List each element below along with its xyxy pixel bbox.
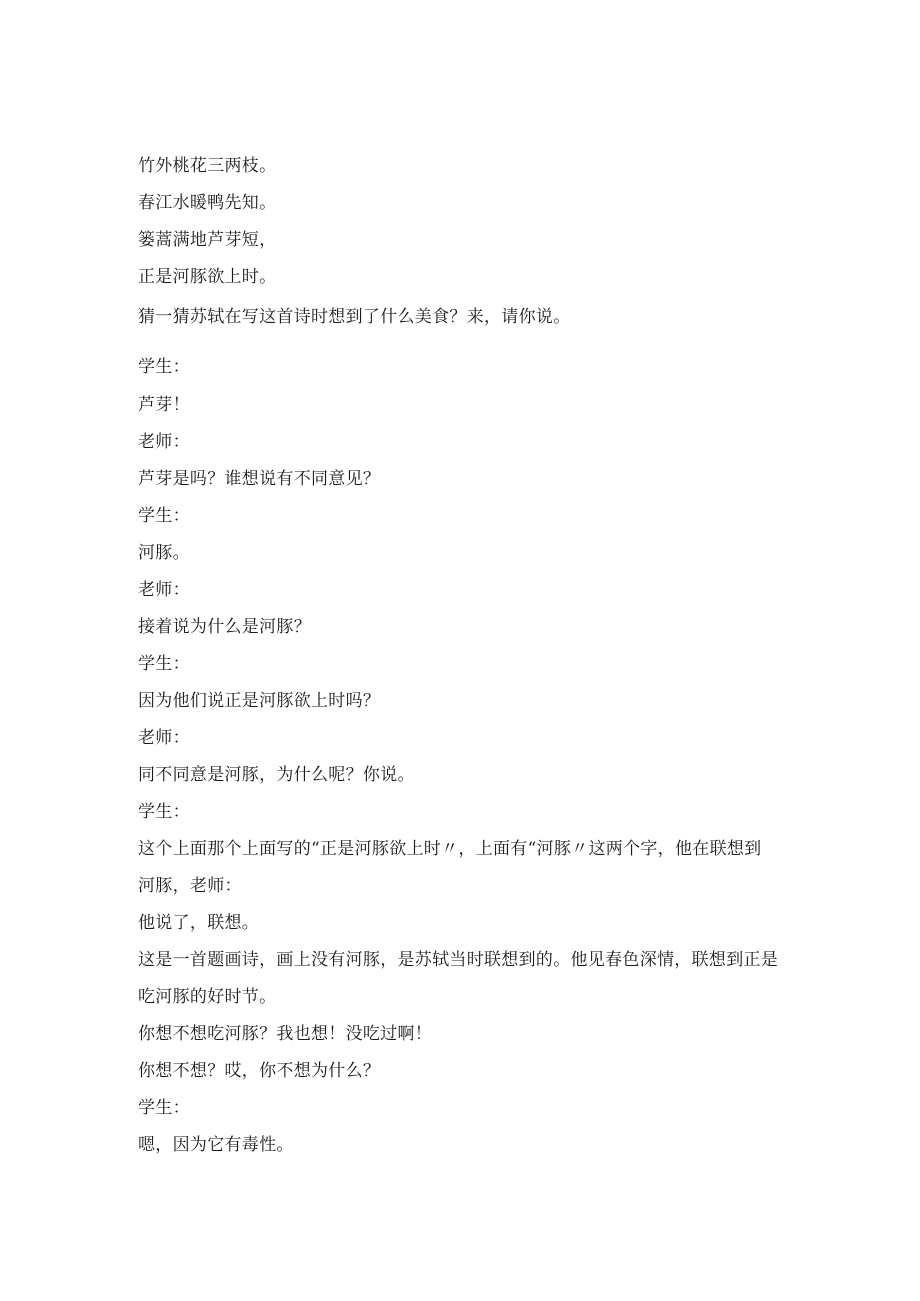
speaker-label: 学生：	[138, 506, 190, 526]
speaker-label: 学生：	[138, 1098, 190, 1118]
speaker-label: 学生：	[138, 802, 190, 822]
poem-line-3: 篓蒿满地芦芽短，	[138, 230, 277, 250]
poem-line-4: 正是河豚欲上时。	[138, 267, 277, 287]
dialogue-line: 芦芽！	[138, 395, 190, 415]
dialogue-line: 芦芽是吗？谁想说有不同意见？	[138, 469, 381, 489]
speaker-label: 老师：	[138, 728, 190, 748]
dialogue-line-continued: 河豚，老师：	[138, 876, 242, 896]
dialogue-line-continued: 吃河豚的好时节。	[138, 987, 277, 1007]
speaker-label: 学生：	[138, 357, 190, 377]
dialogue-line: 因为他们说正是河豚欲上时吗？	[138, 691, 381, 711]
dialogue-line: 嗯，因为它有毒性。	[138, 1135, 294, 1155]
dialogue-line: 这个上面那个上面写的“正是河豚欲上时〃，上面有“河豚〃这两个字，他在联想到	[138, 839, 762, 859]
teacher-question: 猜一猜苏轼在写这首诗时想到了什么美食？来，请你说。	[138, 307, 571, 327]
dialogue-line: 他说了，联想。	[138, 913, 260, 933]
dialogue-line: 你想不想？哎，你不想为什么？	[138, 1061, 381, 1081]
dialogue-line: 这是一首题画诗，画上没有河豚，是苏轼当时联想到的。他见春色深情，联想到正是	[138, 950, 779, 970]
speaker-label: 老师：	[138, 432, 190, 452]
speaker-label: 老师：	[138, 580, 190, 600]
dialogue-line: 接着说为什么是河豚？	[138, 617, 311, 637]
dialogue-line: 河豚。	[138, 543, 190, 563]
poem-line-2: 春江水暖鸭先知。	[138, 193, 277, 213]
dialogue-line: 同不同意是河豚，为什么呢？你说。	[138, 765, 415, 785]
speaker-label: 学生：	[138, 654, 190, 674]
poem-line-1: 竹外桃花三两枝。	[138, 156, 277, 176]
dialogue-line: 你想不想吃河豚？我也想！没吃过啊！	[138, 1024, 433, 1044]
